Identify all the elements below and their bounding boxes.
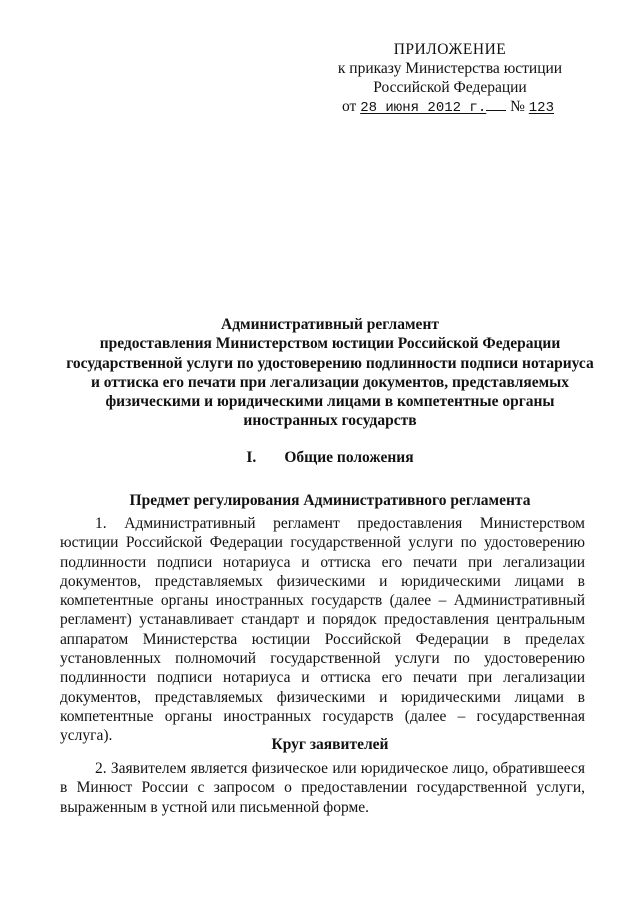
paragraph-1: 1. Административный регламент предоставления Министерством юстиции Российской Федерации государственной услуги по удостоверению подлинности подписи нотариуса и оттиска его печати при легализации документов, представляемых физическими и юридическими лицами в компетентные органы иностранных государств (далее – Административный регламент) устанавливает стандарт и порядок предоставления центральным аппаратом Министерства юстиции Российской Федерации в пределах установленных полномочий государственной услуги по удостоверению подлинности подписи нотариуса и оттиска его печати при легализации документов, представляемых физическими и юридическими лицами в компетентные органы иностранных государств (далее – государственная услуга). [60,515,585,745]
annex-block [330,40,570,118]
order-prefix: от [342,98,357,115]
section-1-number: I. [246,449,257,466]
section-1-title: Общие положения [284,449,414,466]
regulation-title-line: физическими и юридическими лицами в компетентные органы [105,393,555,411]
applicants-heading: Круг заявителей [271,736,389,753]
order-number-sign: № [510,98,525,115]
order-line [326,97,570,118]
regulation-title-line: и оттиска его печати при легализации документов, представляемых [90,373,570,391]
regulation-title-line: предоставления Министерством юстиции Российской Федерации [99,335,561,353]
annex-line-1: к приказу Министерства юстиции [337,60,563,77]
regulation-title-line: Административный регламент [221,316,439,333]
regulation-title-line: иностранных государств [243,412,417,430]
regulation-title [60,315,600,431]
subject-heading: Предмет регулирования Административного регламента [129,492,531,509]
paragraph-2: 2. Заявителем является физическое или юридическое лицо, обратившееся в Минюст России с запросом о предоставлении государственной услуги, выраженным в устной или письменной форме. [60,760,585,816]
section-1-heading [60,449,600,467]
order-blank [486,100,506,111]
annex-line-2: Российской Федерации [373,79,527,96]
annex-title: ПРИЛОЖЕНИЕ [393,41,507,58]
order-date: 28 июня 2012 г. [360,100,487,116]
regulation-title-line: государственной услуги по удостоверению подлинности подписи нотариуса [66,354,594,372]
order-number: 123 [528,100,554,116]
